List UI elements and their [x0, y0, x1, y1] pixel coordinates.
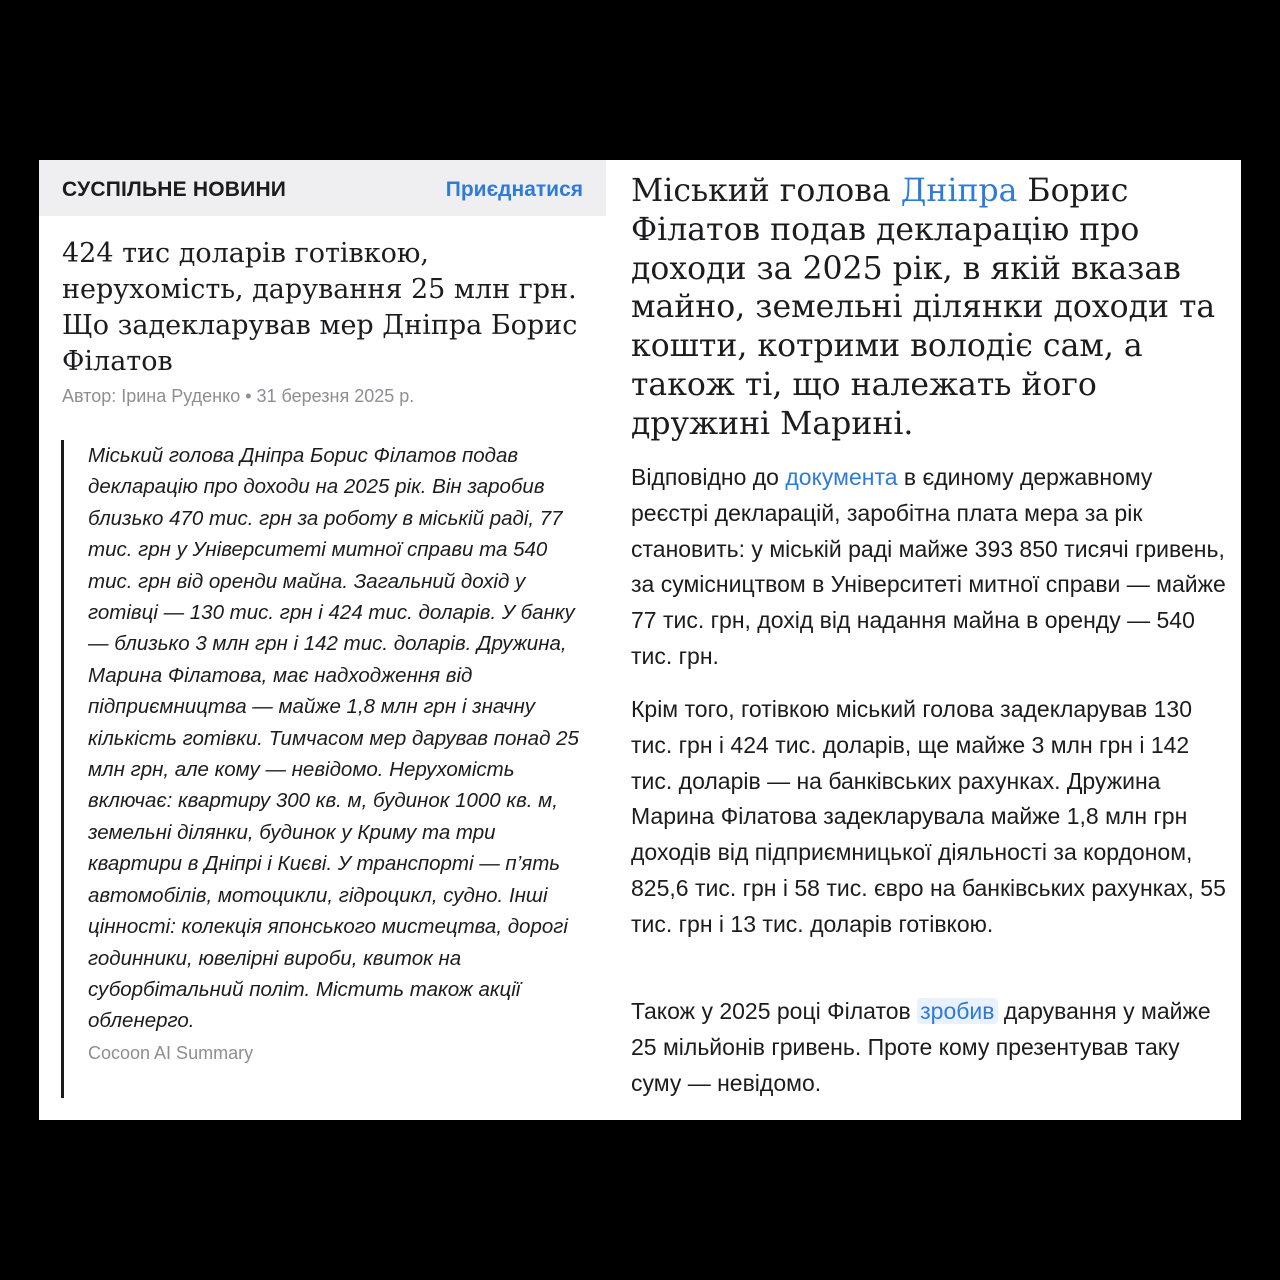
lead-text-start: Міський голова [631, 173, 901, 209]
article-card [39, 160, 606, 1120]
p3-text-start: Також у 2025 році Філатов [631, 998, 918, 1024]
paragraph-salary [631, 460, 1231, 675]
dnipro-link[interactable]: Дніпра [900, 173, 1018, 209]
join-button[interactable]: Приєднатися [445, 178, 583, 201]
paragraph-assets: Крім того, готівкою міський голова задекларував 130 тис. грн і 424 тис. доларів, ще майже 3 млн грн і 142 тис. доларів — на банківських рахунках. Дружина Марина Філатова задекларувала майже 1,8 млн грн доходів від підприємницької діяльності за кордоном, 825,6 тис. грн і 58 тис. євро на банківських рахунках, 55 тис. грн і 13 тис. доларів готівкою. [631, 696, 1226, 937]
ai-summary-block [61, 440, 581, 1098]
article-screenshot-frame [39, 160, 1241, 1120]
app-header [39, 160, 606, 216]
article-lead [631, 172, 1231, 444]
document-link[interactable]: документа [785, 464, 898, 490]
ai-summary-text: Міський голова Дніпра Борис Філатов подав декларацію про доходи на 2025 рік. Він заробив близько 470 тис. грн за роботу в міській раді, 77 тис. грн у Університеті митної справи та 540 тис. грн від оренди майна. Загальний дохід у готівці — 130 тис. грн і 424 тис. доларів. У банку — близько 3 млн грн і 142 тис. доларів. Дружина, Марина Філатова, має надходження від підприємництва — майже 1,8 млн грн і значну кількість готівки. Тимчасом мер дарував понад 25 млн грн, але кому — невідомо. Нерухомість включає: квартиру 300 кв. м, будинок 1000 кв. м, земельні ділянки, будинок у Криму та три квартири в Дніпрі і Києві. У транспорті — п’ять автомобілів, мотоцикли, гідроцикл, судно. Інші цінності: колекція японського мистецтва, дорогі годинники, ювелірні вироби, квиток на суборбітальний політ. Містить також акції обленерго. [88, 444, 579, 1033]
p1-text-start: Відповідно до [631, 464, 786, 490]
brand-name: СУСПІЛЬНЕ НОВИНИ [62, 178, 287, 201]
p3-text-end: дарування у майже 25 мільйонів гривень. Проте кому презентував таку суму — невідомо. [631, 998, 1211, 1096]
ai-summary-source: Cocoon AI Summary [88, 1042, 254, 1063]
article-meta: Автор: Ірина Руденко • 31 березня 2025 р. [62, 386, 415, 406]
lead-text-end: Борис Філатов подав декларацію про доходи за 2025 рік, в якій вказав майно, земельні ділянки доходи та кошти, котрими володіє сам, а також ті, що належать його дружині Марині. [631, 173, 1216, 442]
paragraph-gift [631, 994, 1231, 1101]
article-title: 424 тис доларів готівкою, нерухомість, дарування 25 млн грн. Що задекларував мер Дніпра Борис Філатов [62, 238, 578, 377]
article-body [631, 160, 1231, 1120]
p1-text-end: в єдиному державному реєстрі декларацій, заробітна плата мера за рік становить: у міській раді майже 393 850 тисячі гривень, за сумісництвом в Університеті митної справи — майже 77 тис. грн, дохід від надання майна в оренду — 540 тис. грн. [631, 464, 1226, 669]
made-gift-link[interactable]: зробив [917, 998, 997, 1024]
